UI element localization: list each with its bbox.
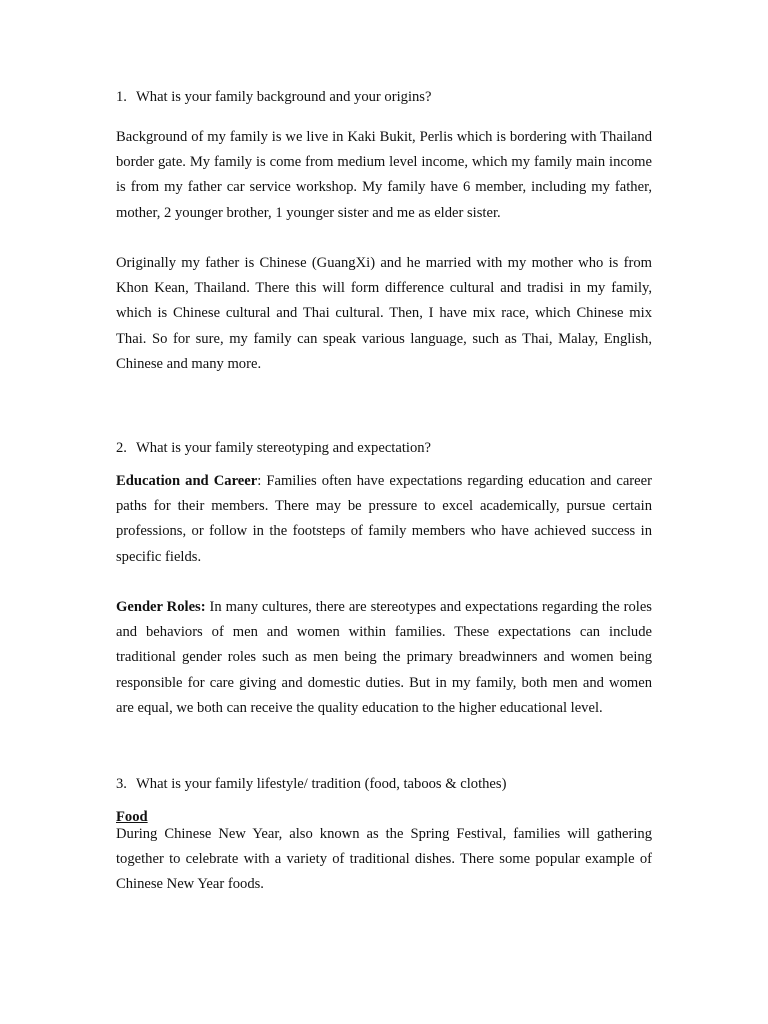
question-2-text: What is your family stereotyping and expectation?	[136, 440, 432, 456]
education-career-paragraph	[116, 469, 652, 570]
question-3-text: What is your family lifestyle/ tradition (food, taboos & clothes)	[136, 776, 507, 792]
question-1-number: 1.	[116, 89, 127, 105]
gender-roles-label: Gender Roles:	[116, 599, 206, 615]
origins-paragraph: Originally my father is Chinese (GuangXi) and he married with my mother who is from Khon Kean, Thailand. There this will form difference cultural and tradisi in my family, which is Chinese cultural and Thai cultural. Then, I have mix race, which Chinese mix Thai. So for sure, my family can speak various language, such as Thai, Malay, English, Chinese and many more.	[116, 255, 652, 372]
question-3	[116, 774, 506, 794]
question-2-number: 2.	[116, 440, 127, 456]
question-1-text: What is your family background and your origins?	[136, 89, 432, 105]
question-2	[116, 438, 431, 458]
question-1	[116, 87, 431, 107]
food-heading: Food	[116, 809, 148, 825]
question-3-number: 3.	[116, 776, 127, 792]
gender-roles-paragraph	[116, 595, 652, 721]
gender-roles-text: In many cultures, there are stereotypes and expectations regarding the roles and behaviors of men and women within families. These expectations can include traditional gender roles such as men being the primary breadwinners and women being responsible for care giving and domestic duties. But in my family, both men and women are equal, we both can receive the quality education to the higher educational level.	[116, 599, 652, 716]
food-paragraph: During Chinese New Year, also known as the Spring Festival, families will gathering together to celebrate with a variety of traditional dishes. There some popular example of Chinese New Year foods.	[116, 826, 652, 893]
education-career-text: : Families often have expectations regarding education and career paths for their members. There may be pressure to excel academically, pursue certain professions, or follow in the footsteps of family members who have achieved success in specific fields.	[116, 473, 652, 565]
background-paragraph: Background of my family is we live in Kaki Bukit, Perlis which is bordering with Thailand border gate. My family is come from medium level income, which my family main income is from my father car service workshop. My family have 6 member, including my father, mother, 2 younger brother, 1 younger sister and me as elder sister.	[116, 129, 652, 221]
education-career-label: Education and Career	[116, 473, 258, 489]
